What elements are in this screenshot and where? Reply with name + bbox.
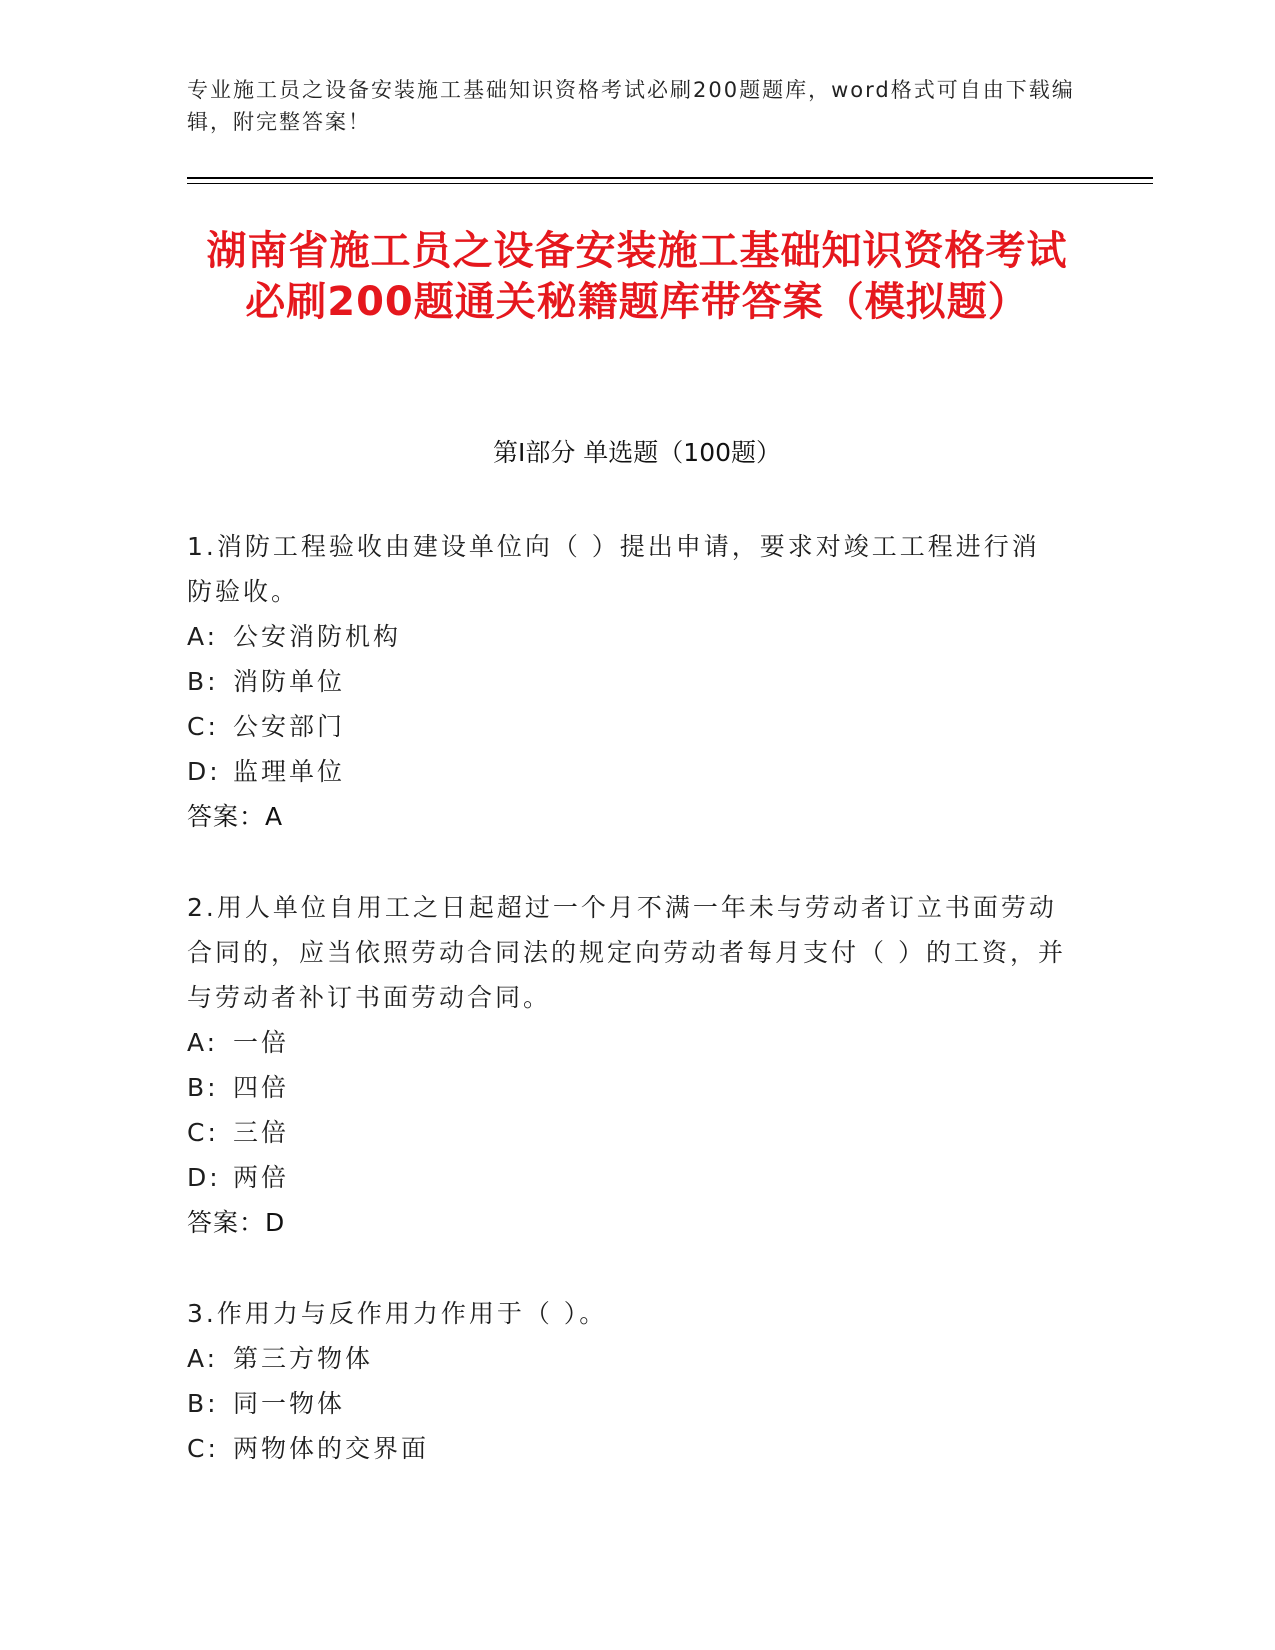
option-text: 同一物体 [233,1389,346,1418]
option-key: C: [187,1434,219,1463]
answer-line [187,794,1067,839]
option-text: 两物体的交界面 [233,1434,430,1463]
option-key: B: [187,1073,219,1102]
header-rule-thick [187,177,1153,179]
option-text: 四倍 [233,1073,290,1102]
option-text: 两倍 [233,1163,290,1192]
option-d [187,749,1067,794]
question-1 [187,524,1067,839]
option-key: D: [187,1163,221,1192]
option-a [187,614,1067,659]
answer-value: A [265,802,283,831]
option-d [187,1155,1067,1200]
option-b [187,1381,1067,1426]
option-text: 三倍 [233,1118,290,1147]
option-key: C: [187,1118,219,1147]
option-text: 公安消防机构 [233,622,402,651]
option-text: 监理单位 [233,757,346,786]
option-a [187,1336,1067,1381]
option-a [187,1020,1067,1065]
answer-label: 答案： [187,802,266,831]
option-c [187,1426,1067,1471]
question-list [187,524,1067,1517]
question-stem: 3.作用力与反作用力作用于（ ）。 [187,1299,608,1328]
option-key: A: [187,622,219,651]
section-title: 第Ⅰ部分 单选题（100题） [492,438,782,467]
option-key: D: [187,757,221,786]
document-title: 湖南省施工员之设备安装施工基础知识资格考试必刷200题通关秘籍题库带答案（模拟题） [206,228,1068,325]
answer-label: 答案： [187,1208,266,1237]
option-text: 一倍 [233,1028,290,1057]
header-rule-thin [187,183,1153,184]
option-key: A: [187,1028,219,1057]
option-key: B: [187,667,219,696]
option-b [187,659,1067,704]
option-b [187,1065,1067,1110]
option-text: 公安部门 [233,712,346,741]
header-note: 专业施工员之设备安装施工基础知识资格考试必刷200题题库，word格式可自由下载编辑，附完整答案！ [187,78,1075,134]
option-c [187,1110,1067,1155]
answer-value: D [265,1208,285,1237]
question-3 [187,1291,1067,1471]
option-key: A: [187,1344,219,1373]
option-text: 消防单位 [233,667,346,696]
question-2 [187,885,1067,1245]
question-stem: 1.消防工程验收由建设单位向（ ）提出申请，要求对竣工工程进行消防验收。 [187,532,1040,606]
question-stem: 2.用人单位自用工之日起超过一个月不满一年未与劳动者订立书面劳动合同的，应当依照劳动合同法的规定向劳动者每月支付（ ）的工资，并与劳动者补订书面劳动合同。 [187,893,1066,1012]
option-text: 第三方物体 [233,1344,374,1373]
option-key: B: [187,1389,219,1418]
option-c [187,704,1067,749]
answer-line [187,1200,1067,1245]
option-key: C: [187,712,219,741]
